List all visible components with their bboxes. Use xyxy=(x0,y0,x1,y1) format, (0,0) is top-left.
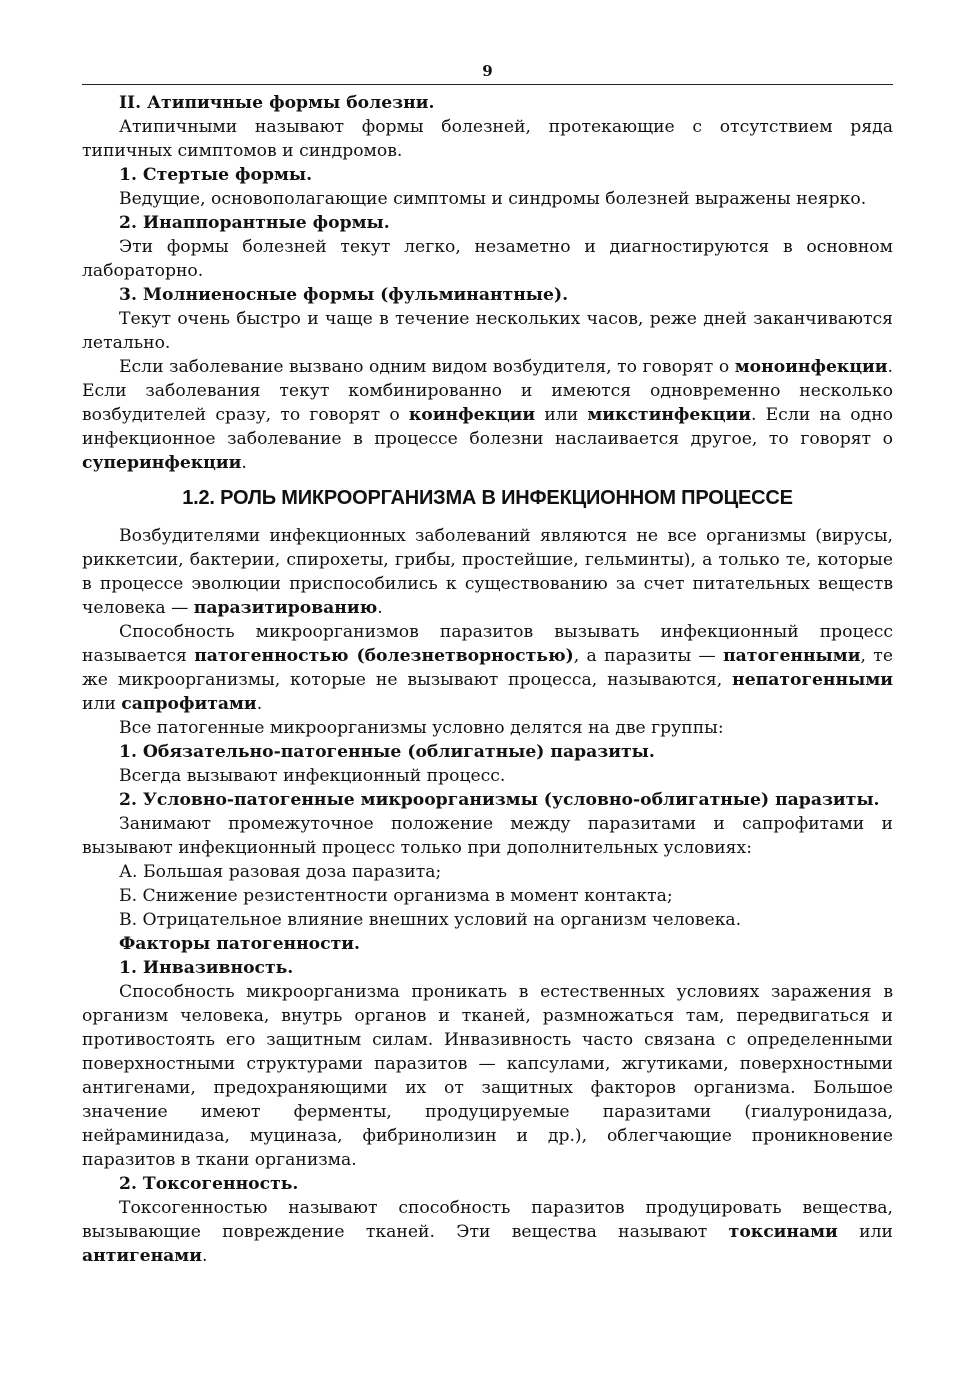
fulminant-forms-text: Текут очень быстро и чаще в течение нескольких часов, реже дней заканчиваются летально. xyxy=(82,309,893,353)
condition-item: Б. Снижение резистентности организма в момент контакта; xyxy=(119,886,673,906)
opportunistic-text: Занимают промежуточное положение между паразитами и сапрофитами и вызывают инфекционный процесс только при дополнительных условиях: xyxy=(82,814,893,858)
infection-types-paragraph: Если заболевание вызвано одним видом возбудителя, то говорят о моноинфекции. Если заболевания текут комбинированно и имеются одновременно несколько возбудителей сразу, то говорят о коинфекции или микстинфекции. Если на одно инфекционное заболевание в процессе болезни наслаивается другое, то говорят о суперинфекции. xyxy=(82,357,893,473)
page-number: 9 xyxy=(482,62,493,80)
page-content xyxy=(82,91,893,1268)
erased-forms-text: Ведущие, основополагающие симптомы и синдромы болезней выражены неярко. xyxy=(119,189,867,209)
atypical-forms-intro: Атипичными называют формы болезней, протекающие с отсутствием ряда типичных симптомов и синдромов. xyxy=(82,117,893,161)
atypical-forms-heading: II. Атипичные формы болезни. xyxy=(119,93,435,113)
inapparent-forms-text: Эти формы болезней текут легко, незаметно и диагностируются в основном лабораторно. xyxy=(82,237,893,281)
toxigenicity-paragraph: Токсогенностью называют способность паразитов продуцировать вещества, вызывающие повреждение тканей. Эти вещества называют токсинами или антигенами. xyxy=(82,1198,893,1266)
term-superinfection: суперинфекции xyxy=(82,453,242,473)
invasiveness-text: Способность микроорганизма проникать в естественных условиях заражения в организм человека, внутрь органов и тканей, размножаться там, передвигаться и противостоять его защитным силам. Инвазивность часто связана с определенными поверхностными структурами паразитов — капсулами, жгутиками, поверхностными антигенами, предохраняющими их от защитных факторов организма. Большое значение имеют ферменты, продуцируемые паразитами (гиалуронидаза, нейраминидаза, муциназа, фибринолизин и др.), облегчающие проникновение паразитов в ткани организма. xyxy=(82,982,893,1170)
term-nonpathogenic: непатогенными xyxy=(732,670,893,690)
condition-item: А. Большая разовая доза паразита; xyxy=(119,862,442,882)
pathogens-intro-paragraph: Возбудителями инфекционных заболеваний являются не все организмы (вирусы, риккетсии, бактерии, спирохеты, грибы, простейшие, гельминты), а только те, которые в процессе эволюции приспособились к существованию за счет питательных веществ человека — паразитированию. xyxy=(82,526,893,618)
term-pathogenic: патогенными xyxy=(723,646,861,666)
term-toxins: токсинами xyxy=(728,1222,838,1242)
term-saprophytes: сапрофитами xyxy=(121,694,257,714)
term-antigens: антигенами xyxy=(82,1246,202,1266)
inapparent-forms-heading: 2. Инаппорантные формы. xyxy=(119,213,390,233)
obligate-parasites-heading: 1. Обязательно-патогенные (облигатные) паразиты. xyxy=(119,742,655,762)
term-pathogenicity: патогенностью (болезнетворностью) xyxy=(194,646,574,666)
erased-forms-heading: 1. Стертые формы. xyxy=(119,165,313,185)
condition-item: В. Отрицательное влияние внешних условий на организм человека. xyxy=(119,910,742,930)
fulminant-forms-heading: 3. Молниеносные формы (фульминантные). xyxy=(119,285,569,305)
obligate-parasites-text: Всегда вызывают инфекционный процесс. xyxy=(119,766,506,786)
section-title: 1.2. РОЛЬ МИКРООРГАНИЗМА В ИНФЕКЦИОННОМ ПРОЦЕССЕ xyxy=(182,487,793,509)
term-monoinfection: моноинфекции xyxy=(734,357,888,377)
pathogenicity-paragraph: Способность микроорганизмов паразитов вызывать инфекционный процесс называется патогенностью (болезнетворностью), а паразиты — патогенными, те же микроорганизмы, которые не вызывают процесса, называются, непатогенными или сапрофитами. xyxy=(82,622,893,714)
invasiveness-heading: 1. Инвазивность. xyxy=(119,958,294,978)
header-divider xyxy=(82,84,893,85)
term-mixed-infection: микстинфекции xyxy=(587,405,751,425)
pathogenicity-factors-heading: Факторы патогенности. xyxy=(119,934,360,954)
toxigenicity-heading: 2. Токсогенность. xyxy=(119,1174,299,1194)
term-coinfection: коинфекции xyxy=(408,405,536,425)
opportunistic-heading: 2. Условно-патогенные микроорганизмы (условно-облигатные) паразиты. xyxy=(119,790,880,810)
groups-intro: Все патогенные микроорганизмы условно делятся на две группы: xyxy=(119,718,724,738)
book-page xyxy=(82,58,893,1268)
term-parasitism: паразитированию xyxy=(193,598,378,618)
